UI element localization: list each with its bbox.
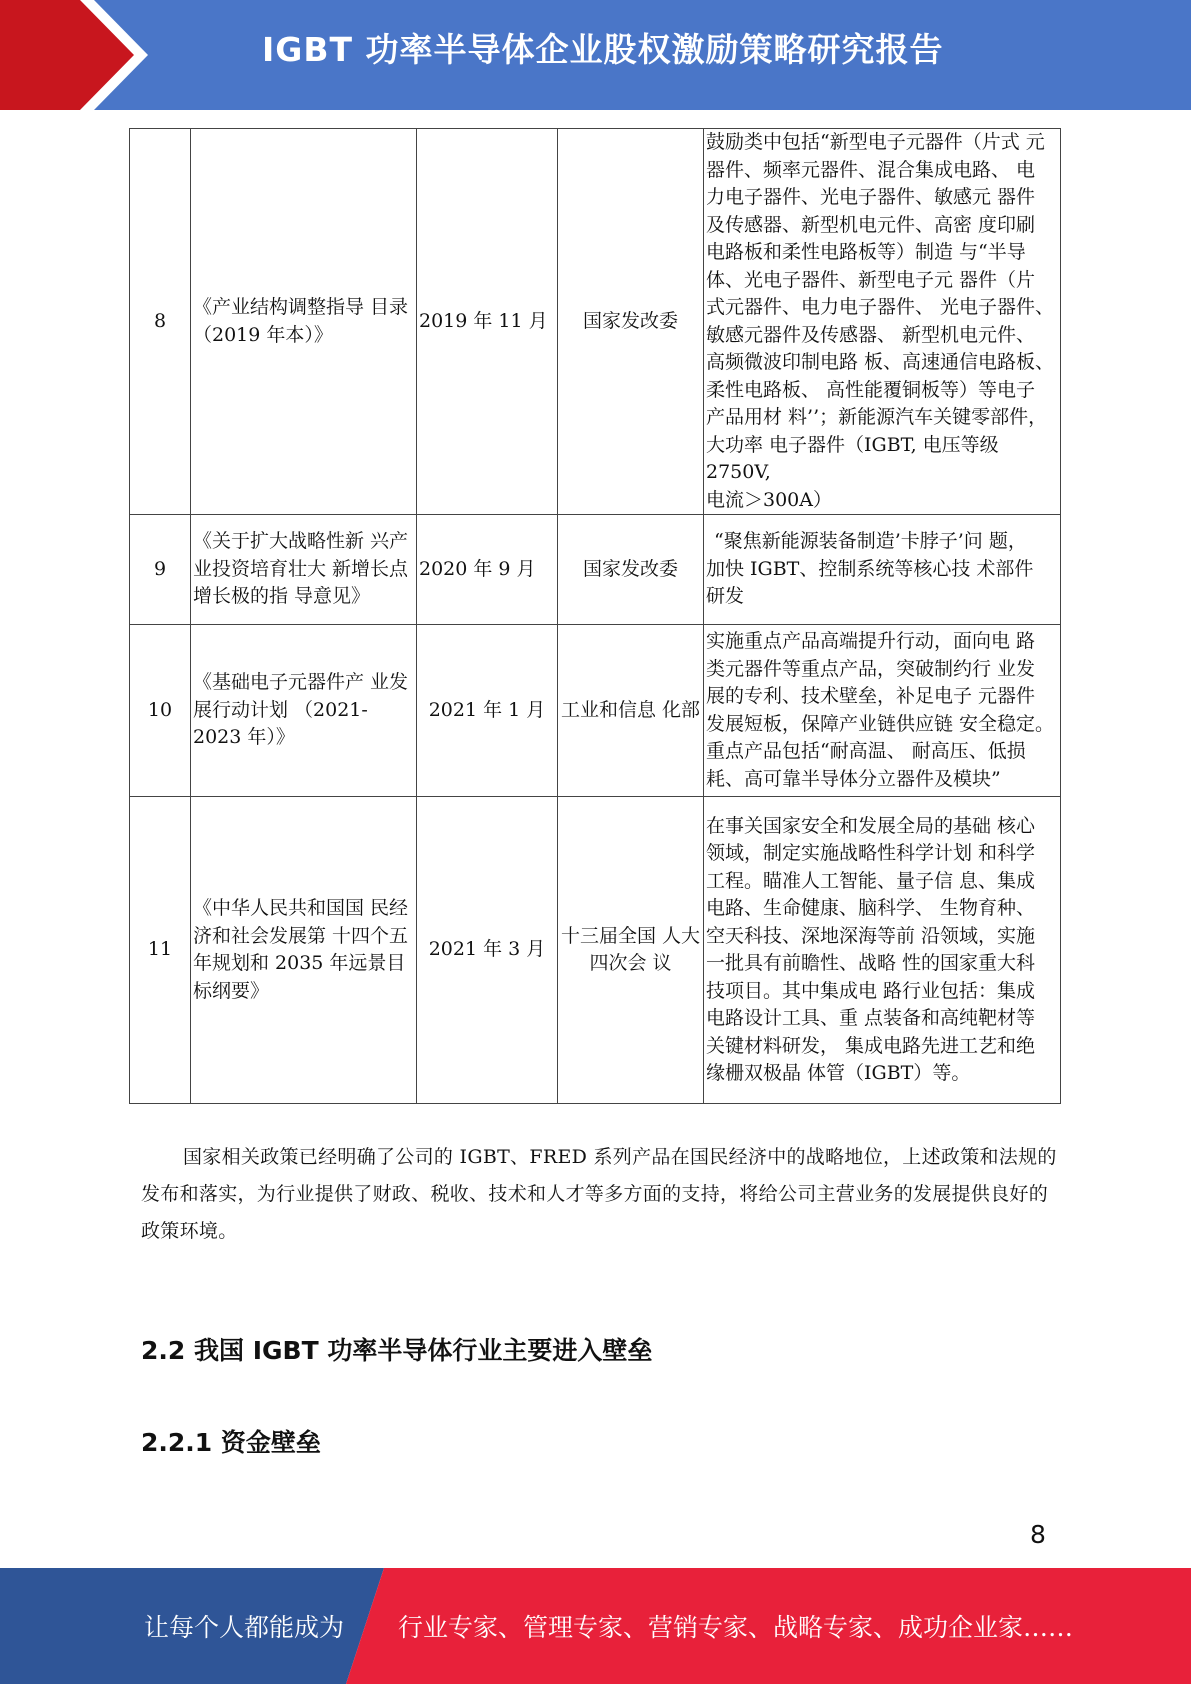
issuing-body: 国家发改委: [558, 129, 704, 515]
content-line: 展的专利、技术壁垒，补足电子 元器件: [706, 685, 1036, 707]
table-row: [130, 797, 1061, 1104]
content-line: 产品用材 料’’；新能源汽车关键零部件，: [706, 406, 1048, 428]
table-row: [130, 625, 1061, 797]
content-line: 耗、高可靠半导体分立器件及模块”: [706, 767, 1001, 790]
issue-date: 2019 年 11 月: [417, 129, 558, 515]
header-arrow-graphic: [0, 0, 160, 110]
content-line: 研发: [706, 585, 745, 608]
content-line: 大功率 电子器件（IGBT, 电压等级 2750V,: [706, 433, 999, 483]
policy-name: 《基础电子元器件产 业发展行动计划 （2021-2023 年）》: [191, 625, 417, 797]
row-number: 8: [130, 129, 191, 515]
content-line: 实施重点产品高端提升行动，面向电 路: [706, 630, 1036, 652]
table-row: [130, 515, 1061, 625]
content-line: 器件、频率元器件、混合集成电路、 电: [706, 158, 1036, 181]
policy-name: 《产业结构调整指导 目录（2019 年本）》: [191, 129, 417, 515]
report-title: IGBT 功率半导体企业股权激励策略研究报告: [262, 30, 944, 69]
content-line: 在事关国家安全和发展全局的基础 核心: [706, 814, 1036, 837]
issuing-body: 十三届全国 人大四次会 议: [558, 797, 704, 1104]
issue-date: 2021 年 1 月: [417, 625, 558, 797]
content-line: 电流＞300A）: [706, 488, 832, 511]
content-line: 体、光电子器件、新型电子元 器件（片: [706, 268, 1036, 291]
content-line: 电路、生命健康、脑科学、 生物育种、: [706, 897, 1036, 919]
policy-name: 《中华人民共和国国 民经济和社会发展第 十四个五年规划和 2035 年远景目标纲要》: [191, 797, 417, 1104]
section-heading: 2.2 我国 IGBT 功率半导体行业主要进入壁垒: [141, 1336, 653, 1365]
policy-content: [704, 797, 1061, 1104]
subsection-heading: 2.2.1 资金壁垒: [141, 1428, 321, 1457]
content-line: 电路设计工具、重 点装备和高纯靶材等: [706, 1007, 1036, 1029]
content-line: 柔性电路板、 高性能覆铜板等）等电子: [706, 378, 1036, 401]
content-line: 发展短板，保障产业链供应链 安全稳定。: [706, 712, 1055, 735]
content-line: 鼓励类中包括“新型电子元器件（片式 元: [706, 131, 1045, 153]
content-line: 式元器件、电力电子器件、 光电子器件、: [706, 296, 1055, 318]
content-line: 力电子器件、光电子器件、敏感元 器件: [706, 186, 1036, 208]
row-number: 9: [130, 515, 191, 625]
content-line: 及传感器、新型机电元件、高密 度印刷: [706, 213, 1036, 236]
footer-slogan-left: 让每个人都能成为: [144, 1613, 345, 1642]
row-number: 11: [130, 797, 191, 1104]
content-line: 敏感元器件及传感器、 新型机电元件、: [706, 323, 1036, 346]
content-line: 重点产品包括“耐高温、 耐高压、低损: [706, 740, 1026, 762]
content-line: 空天科技、深地深海等前 沿领域，实施: [706, 924, 1036, 947]
content-line: 类元器件等重点产品，突破制约行 业发: [706, 657, 1036, 680]
report-footer: [0, 1568, 1191, 1684]
content-line: 一批具有前瞻性、战略 性的国家重大科: [706, 952, 1036, 974]
row-number: 10: [130, 625, 191, 797]
issuing-body: 工业和信息 化部: [558, 625, 704, 797]
report-header: [0, 0, 1191, 110]
content-line: “聚焦新能源装备制造’卡脖子’问 题，: [714, 530, 1027, 553]
footer-slogan-right: 行业专家、管理专家、营销专家、战略专家、成功企业家……: [398, 1613, 1074, 1642]
content-line: 技项目。其中集成电 路行业包括：集成: [706, 979, 1036, 1002]
policy-name: 《关于扩大战略性新 兴产业投资培育壮大 新增长点增长极的指 导意见》: [191, 515, 417, 625]
policy-summary-paragraph: 国家相关政策已经明确了公司的 IGBT、FRED 系列产品在国民经济中的战略地位，上述政策和法规的发布和落实，为行业提供了财政、税收、技术和人才等多方面的支持，将给公司主营业务的发展提供良好的政策环境。: [141, 1146, 1057, 1242]
issue-date: 2020 年 9 月: [417, 515, 558, 625]
content-line: 工程。瞄准人工智能、量子信 息、集成: [706, 869, 1036, 892]
issuing-body: 国家发改委: [558, 515, 704, 625]
policy-table: [129, 128, 1061, 1104]
content-line: 缘栅双极晶 体管（IGBT）等。: [706, 1062, 971, 1084]
content-line: 领域，制定实施战略性科学计划 和科学: [706, 842, 1036, 864]
content-line: 高频微波印制电路 板、高速通信电路板、: [706, 351, 1055, 373]
page-number: 8: [1030, 1520, 1046, 1549]
policy-content: [704, 515, 1061, 625]
issue-date: 2021 年 3 月: [417, 797, 558, 1104]
content-line: 加快 IGBT、控制系统等核心技 术部件: [706, 557, 1034, 580]
policy-content: [704, 625, 1061, 797]
table-row: [130, 129, 1061, 515]
content-line: 关键材料研发， 集成电路先进工艺和绝: [706, 1034, 1036, 1057]
policy-content: [704, 129, 1061, 515]
content-line: 电路板和柔性电路板等）制造 与“半导: [706, 241, 1026, 263]
